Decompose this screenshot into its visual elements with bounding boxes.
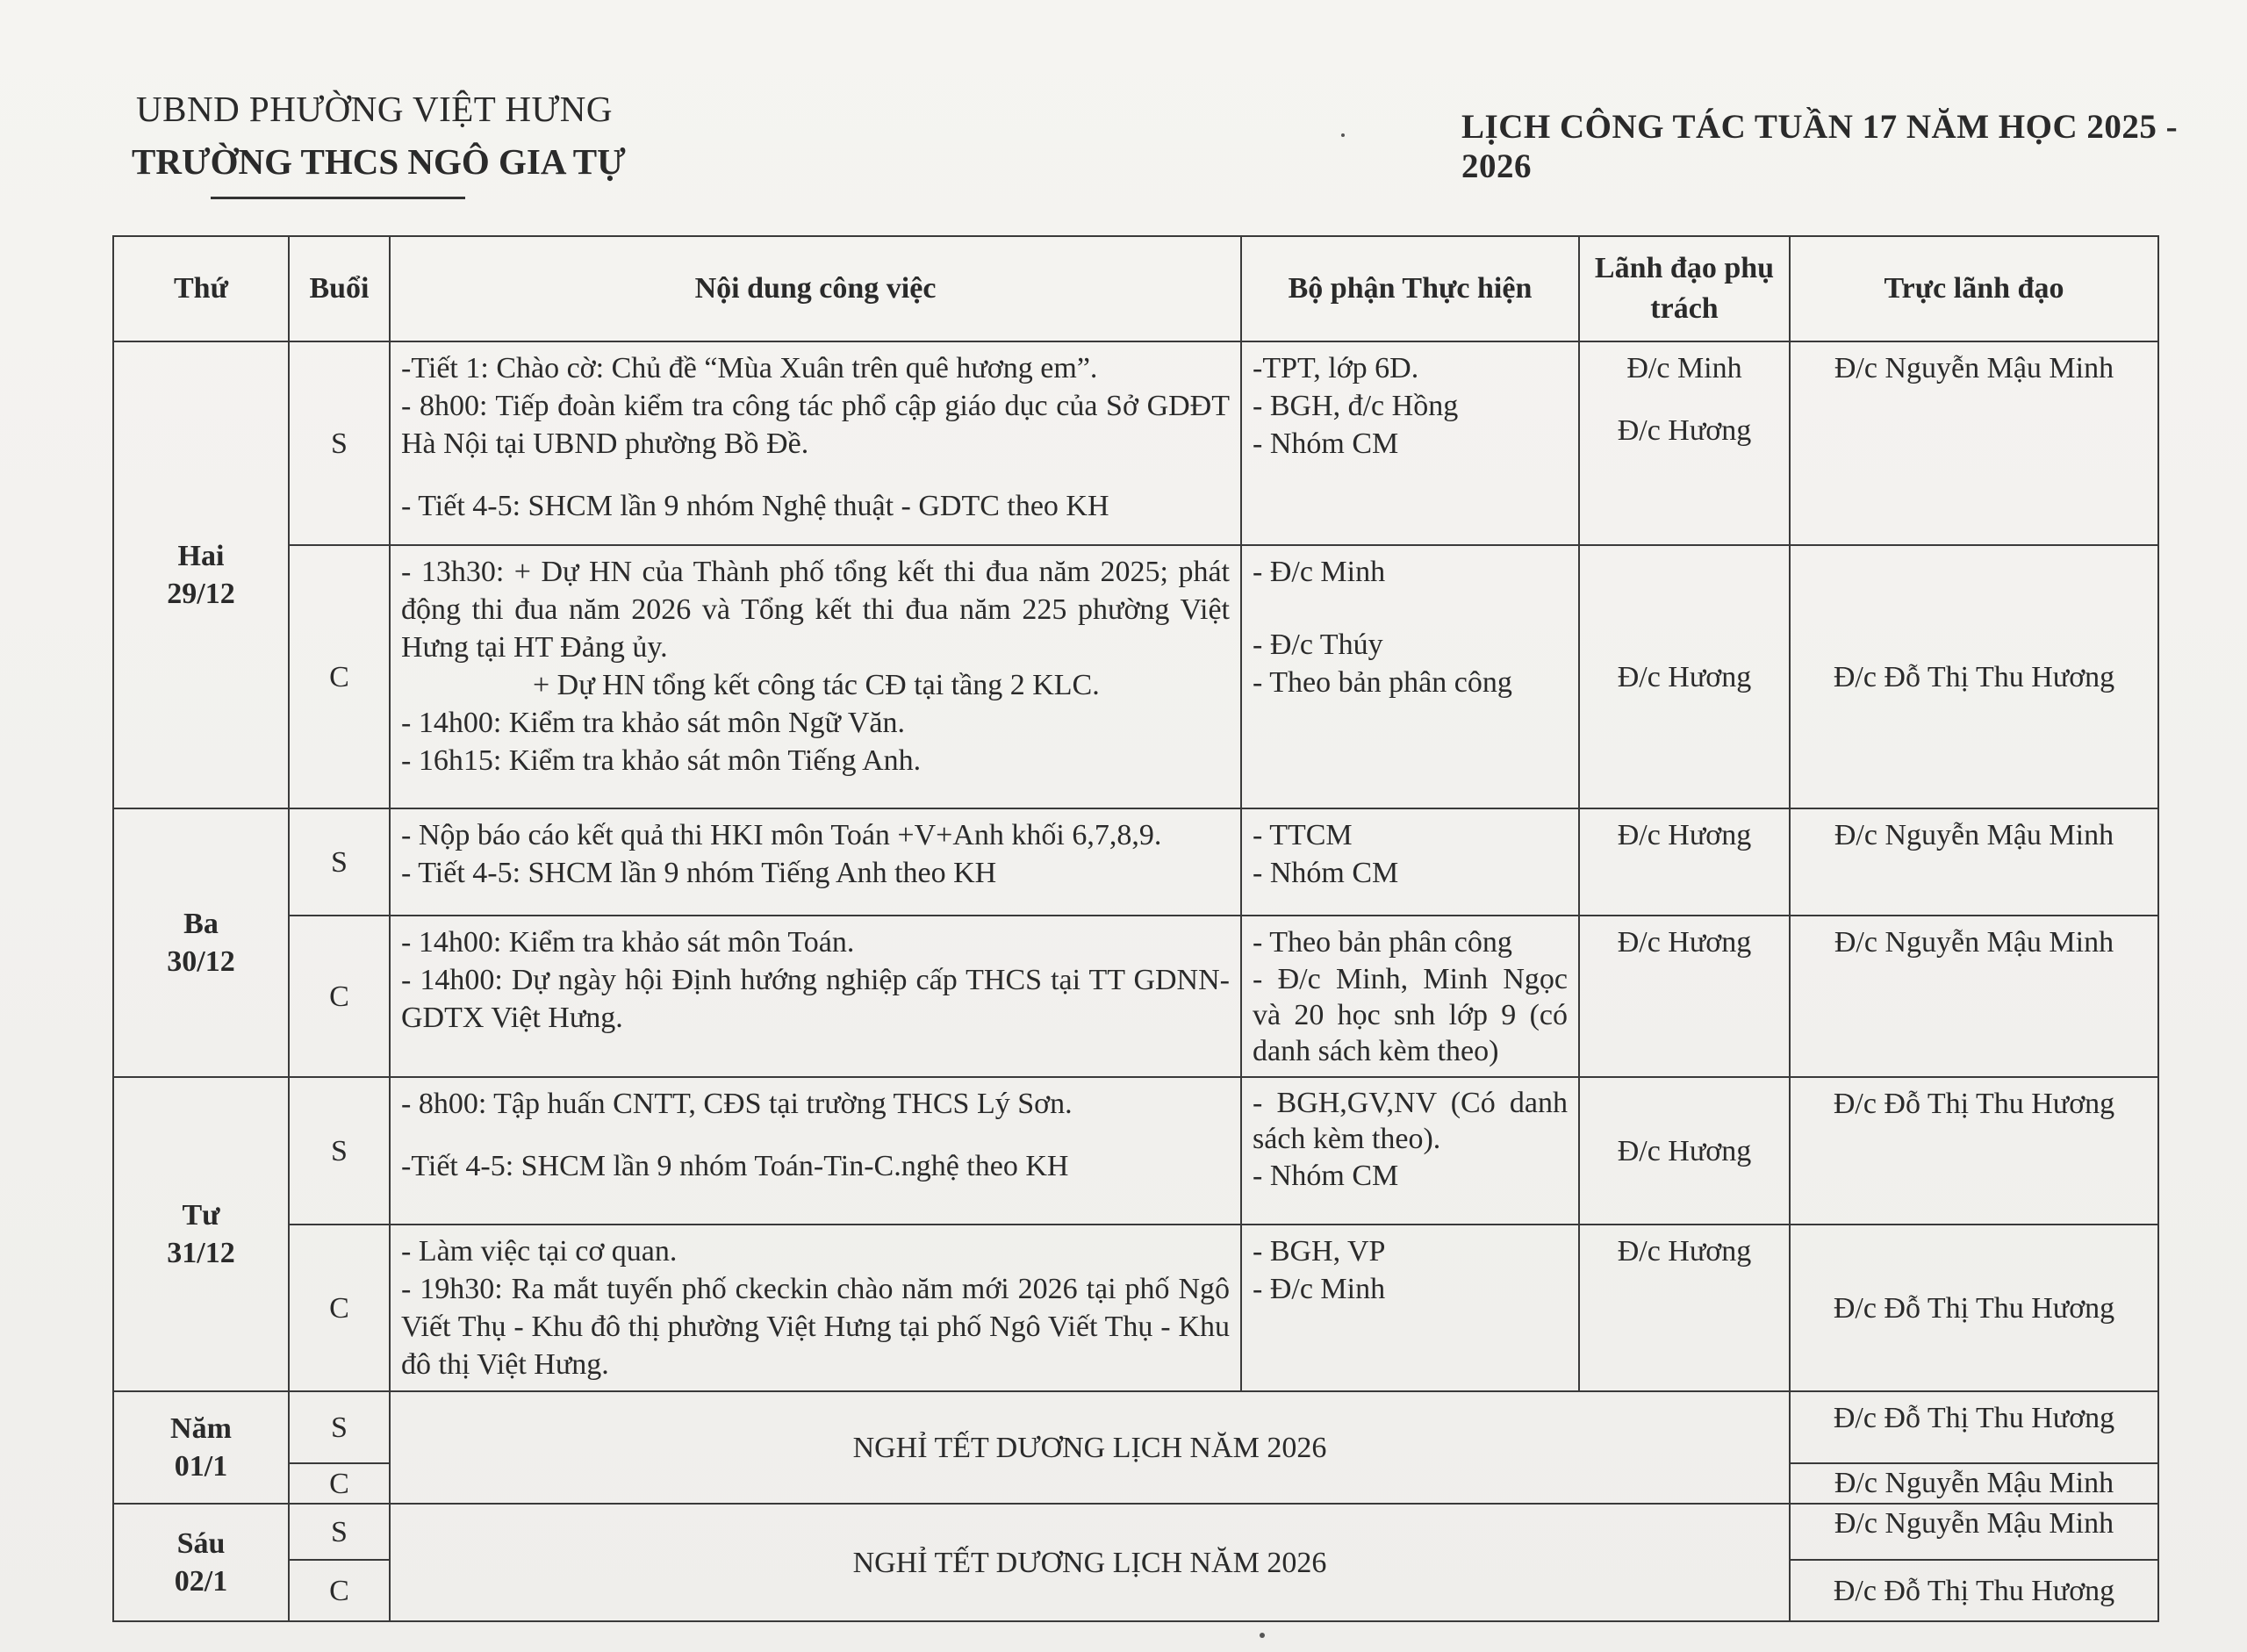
duty-cell: Đ/c Đỗ Thị Thu Hương [1790, 1077, 2158, 1225]
session-cell: S [289, 1504, 390, 1560]
day-cell [113, 1391, 289, 1504]
department-cell [1241, 808, 1579, 916]
leader-cell: Đ/c Hương [1579, 808, 1790, 916]
content-line: - Làm việc tại cơ quan. [401, 1235, 678, 1268]
department-line: - TTCM [1253, 819, 1353, 851]
content-cell [390, 545, 1241, 808]
session-cell: S [289, 341, 390, 545]
day-name: Sáu [176, 1527, 226, 1560]
department-cell [1241, 545, 1579, 808]
content-line: - 14h00: Kiểm tra khảo sát môn Toán. [401, 926, 855, 959]
content-line: - 13h30: + Dự HN của Thành phố tổng kết thi đua năm 2025; phát động thi đua năm 2026 và Tổng kết thi đua năm 225 phường Việt Hưng tại HT Đảng ủy. [401, 556, 1230, 664]
org-name-school: TRƯỜNG THCS NGÔ GIA TỰ [132, 141, 626, 182]
duty-cell: Đ/c Nguyễn Mậu Minh [1790, 1463, 2158, 1504]
department-cell [1241, 341, 1579, 545]
department-line: -TPT, lớp 6D. [1253, 352, 1419, 384]
day-date: 29/12 [167, 578, 235, 610]
content-line: - 8h00: Tiếp đoàn kiểm tra công tác phổ cập giáo dục của Sở GDĐT Hà Nội tại UBND phường Bồ Đề. [401, 390, 1230, 460]
leader-cell: Đ/c Hương [1579, 545, 1790, 808]
session-cell: C [289, 1463, 390, 1504]
day-cell [113, 808, 289, 1077]
department-cell [1241, 1077, 1579, 1225]
col-header-department: Bộ phận Thực hiện [1241, 236, 1579, 341]
department-line: - Theo bản phân công [1253, 666, 1512, 699]
header-underline [211, 197, 465, 199]
col-header-leader: Lãnh đạo phụ trách [1579, 236, 1790, 341]
leader-cell: Đ/c Hương [1579, 916, 1790, 1077]
session-cell: S [289, 808, 390, 916]
department-cell [1241, 1225, 1579, 1391]
department-line: - BGH, VP [1253, 1235, 1386, 1268]
department-line: - Đ/c Minh [1253, 556, 1386, 588]
day-cell [113, 1504, 289, 1621]
session-cell: C [289, 1560, 390, 1621]
day-date: 31/12 [167, 1237, 235, 1269]
day-name: Năm [170, 1412, 232, 1445]
table-row [113, 545, 2158, 808]
day-name: Tư [182, 1199, 220, 1232]
table-row [113, 1391, 2158, 1463]
department-line: - Đ/c Minh, Minh Ngọc và 20 học snh lớp 9 (có danh sách kèm theo) [1253, 963, 1568, 1067]
content-line: - Tiết 4-5: SHCM lần 9 nhóm Nghệ thuật - GDTC theo KH [401, 490, 1109, 522]
work-schedule-table [112, 235, 2159, 1622]
day-date: 01/1 [174, 1450, 228, 1483]
duty-cell: Đ/c Đỗ Thị Thu Hương [1790, 1225, 2158, 1391]
content-cell [390, 1077, 1241, 1225]
day-cell [113, 341, 289, 808]
content-line: + Dự HN tổng kết công tác CĐ tại tầng 2 KLC. [533, 669, 1100, 701]
page-speck [1260, 1633, 1265, 1638]
table-row [113, 1077, 2158, 1225]
table-row [113, 916, 2158, 1077]
content-cell [390, 1225, 1241, 1391]
leader-cell: Đ/c Hương [1579, 1225, 1790, 1391]
department-line: - Đ/c Thúy [1253, 628, 1383, 661]
holiday-notice: NGHỈ TẾT DƯƠNG LỊCH NĂM 2026 [390, 1504, 1790, 1621]
department-cell [1241, 916, 1579, 1077]
department-line: - BGH,GV,NV (Có danh sách kèm theo). [1253, 1087, 1568, 1155]
department-line: - Theo bản phân công [1253, 926, 1512, 959]
department-line: - BGH, đ/c Hồng [1253, 390, 1459, 422]
content-line: - Tiết 4-5: SHCM lần 9 nhóm Tiếng Anh theo KH [401, 857, 997, 889]
session-cell: C [289, 916, 390, 1077]
content-line: - 19h30: Ra mắt tuyến phố ckeckin chào năm mới 2026 tại phố Ngô Viết Thụ - Khu đô thị phường Việt Hưng tại phố Ngô Viết Thụ - Khu đô thị Việt Hưng. [401, 1273, 1230, 1381]
leader-cell: Đ/c Hương [1579, 1077, 1790, 1225]
col-header-session: Buổi [289, 236, 390, 341]
day-date: 02/1 [174, 1565, 228, 1598]
content-line: - 14h00: Kiểm tra khảo sát môn Ngữ Văn. [401, 707, 905, 739]
day-name: Hai [177, 540, 225, 572]
department-line: - Nhóm CM [1253, 427, 1399, 460]
duty-cell: Đ/c Đỗ Thị Thu Hương [1790, 1391, 2158, 1463]
leader-name: Đ/c Hương [1617, 414, 1752, 447]
content-line: - 16h15: Kiểm tra khảo sát môn Tiếng Anh. [401, 744, 922, 777]
duty-cell: Đ/c Đỗ Thị Thu Hương [1790, 1560, 2158, 1621]
session-cell: C [289, 1225, 390, 1391]
table-row [113, 1225, 2158, 1391]
table-row [113, 808, 2158, 916]
content-cell [390, 808, 1241, 916]
department-line: - Đ/c Minh [1253, 1273, 1386, 1305]
session-cell: C [289, 545, 390, 808]
duty-cell: Đ/c Đỗ Thị Thu Hương [1790, 545, 2158, 808]
org-name-ward: UBND PHƯỜNG VIỆT HƯNG [136, 89, 613, 129]
content-line: - 14h00: Dự ngày hội Định hướng nghiệp cấp THCS tại TT GDNN-GDTX Việt Hưng. [401, 964, 1230, 1034]
content-line: -Tiết 4-5: SHCM lần 9 nhóm Toán-Tin-C.nghệ theo KH [401, 1150, 1069, 1182]
day-cell [113, 1077, 289, 1391]
day-name: Ba [183, 908, 219, 940]
department-line: - Nhóm CM [1253, 1160, 1399, 1192]
table-row [113, 1504, 2158, 1560]
duty-cell: Đ/c Nguyễn Mậu Minh [1790, 1504, 2158, 1560]
col-header-content: Nội dung công việc [390, 236, 1241, 341]
leader-cell [1579, 341, 1790, 545]
content-line: -Tiết 1: Chào cờ: Chủ đề “Mùa Xuân trên quê hương em”. [401, 352, 1098, 384]
content-line: - Nộp báo cáo kết quả thi HKI môn Toán +V+Anh khối 6,7,8,9. [401, 819, 1162, 851]
col-header-day: Thứ [113, 236, 289, 341]
duty-cell: Đ/c Nguyễn Mậu Minh [1790, 916, 2158, 1077]
department-line: - Nhóm CM [1253, 857, 1399, 889]
duty-cell: Đ/c Nguyễn Mậu Minh [1790, 341, 2158, 545]
content-cell [390, 341, 1241, 545]
session-cell: S [289, 1391, 390, 1463]
col-header-duty: Trực lãnh đạo [1790, 236, 2158, 341]
table-row [113, 341, 2158, 545]
page-speck [1341, 133, 1345, 137]
leader-name: Đ/c Minh [1626, 352, 1742, 384]
day-date: 30/12 [167, 945, 235, 978]
duty-cell: Đ/c Nguyễn Mậu Minh [1790, 808, 2158, 916]
page-title: LỊCH CÔNG TÁC TUẦN 17 NĂM HỌC 2025 - 2026 [1461, 108, 2179, 185]
session-cell: S [289, 1077, 390, 1225]
holiday-notice: NGHỈ TẾT DƯƠNG LỊCH NĂM 2026 [390, 1391, 1790, 1504]
table-header-row [113, 236, 2158, 341]
content-line: - 8h00: Tập huấn CNTT, CĐS tại trường THCS Lý Sơn. [401, 1088, 1073, 1120]
content-cell [390, 916, 1241, 1077]
